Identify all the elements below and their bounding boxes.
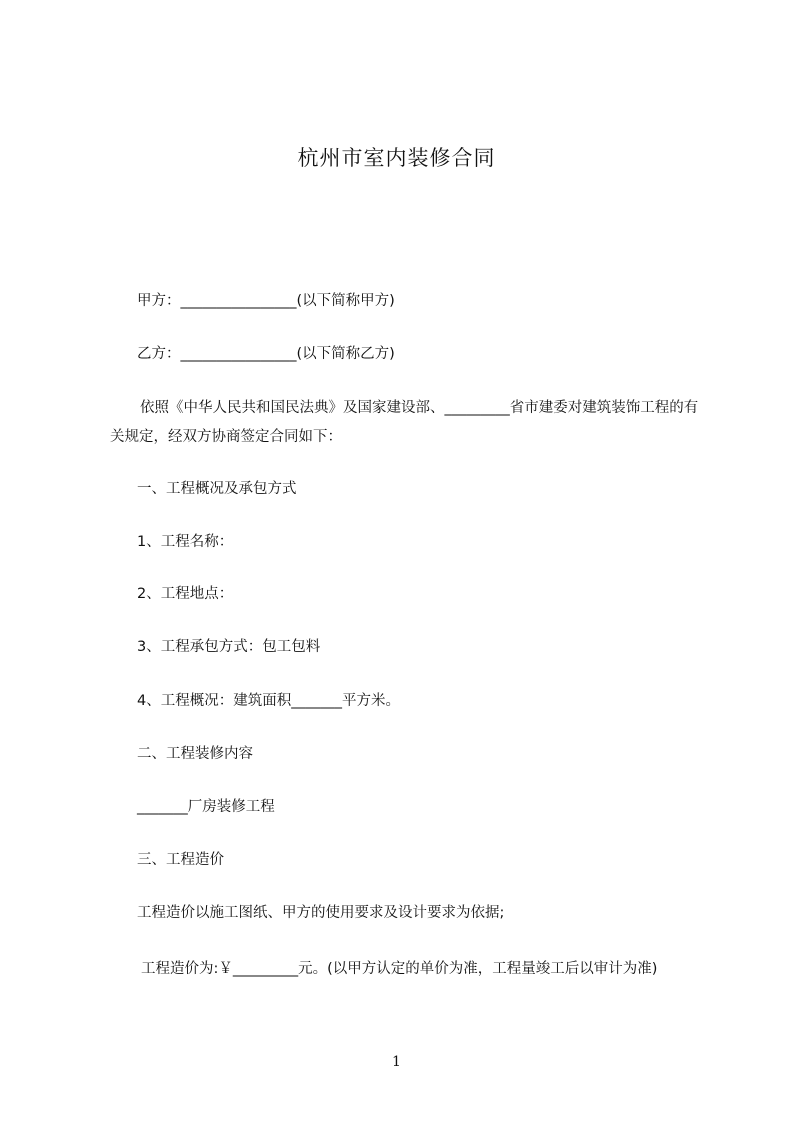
document-title: 杭州市室内装修合同 xyxy=(297,146,496,170)
price-basis-line: 工程造价以施工图纸、甲方的使用要求及设计要求为依据; xyxy=(137,905,505,921)
section-1-heading: 一、工程概况及承包方式 xyxy=(137,481,297,497)
project-location-item: 2、工程地点： xyxy=(137,586,234,602)
section-2-heading: 二、工程装修内容 xyxy=(137,746,253,762)
project-name-item: 1、工程名称： xyxy=(137,534,234,550)
party-a-line: 甲方：________________(以下简称甲方) xyxy=(137,293,395,309)
party-b-line: 乙方：________________(以下简称乙方) xyxy=(137,346,395,362)
page-number: 1 xyxy=(392,1054,401,1070)
decoration-content: _______厂房装修工程 xyxy=(137,799,275,815)
section-3-heading: 三、工程造价 xyxy=(137,852,224,868)
price-paragraph: 工程造价为:￥_________元。(以甲方认定的单价为准，工程量竣工后以审计为准) xyxy=(141,961,658,977)
intro-paragraph: 依照《中华人民共和国民法典》及国家建设部、_________省市建委对建筑装饰工程的有关规定，经双方协商签定合同如下： xyxy=(110,400,699,445)
project-overview-item: 4、工程概况：建筑面积_______平方米。 xyxy=(137,693,400,709)
contract-method-item: 3、工程承包方式：包工包料 xyxy=(137,639,321,655)
